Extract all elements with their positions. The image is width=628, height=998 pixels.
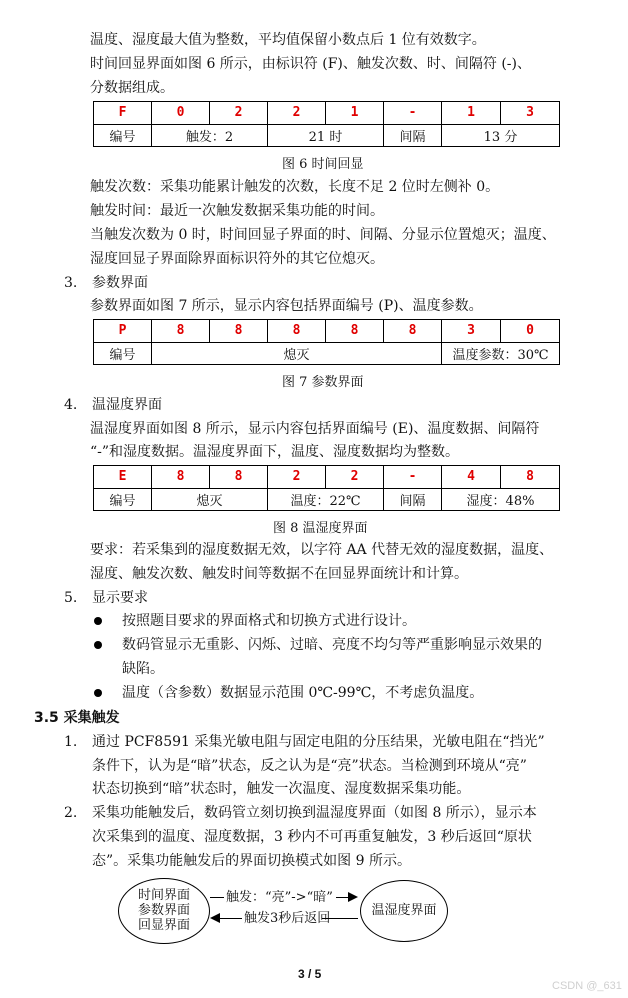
fig7-label: 温度参数：30℃ — [442, 343, 560, 365]
arrow-right-icon — [348, 892, 358, 902]
fig8-digit: 2 — [326, 466, 384, 489]
fig7-digit: 8 — [210, 320, 268, 343]
req-line-2: 湿度、触发次数、触发时间等数据不在回显界面统计和计算。 — [90, 566, 468, 582]
fig6-digit: 1 — [442, 102, 501, 125]
fig8-label: 湿度：48% — [442, 489, 560, 511]
fig8-label: 温度：22℃ — [268, 489, 384, 511]
fig8-digit: 8 — [210, 466, 268, 489]
sec4-title: 温湿度界面 — [92, 397, 162, 413]
intro-line-2: 时间回显界面如图 6 所示，由标识符 (F)、触发次数、时、间隔符 (-)、 — [90, 56, 531, 72]
fig7-label: 熄灭 — [152, 343, 442, 365]
fig6-label: 21 时 — [268, 125, 384, 147]
item-1-number: 1. — [64, 734, 78, 750]
fig8-table — [93, 465, 560, 511]
item-2-number: 2. — [64, 805, 78, 821]
left-state-label-3: 回显界面 — [137, 918, 190, 933]
right-state-label: 温湿度界面 — [371, 903, 437, 918]
top-arrow-line-left — [210, 897, 224, 898]
item-1-line-1: 通过 PCF8591 采集光敏电阻与固定电阻的分压结果，光敏电阻在“挡光” — [92, 734, 545, 750]
fig8-digit: 2 — [268, 466, 326, 489]
bullet-dot-icon — [94, 617, 102, 625]
fig8-caption: 图 8 温湿度界面 — [273, 521, 368, 536]
bottom-arrow-label: 触发3秒后返回 — [244, 911, 331, 926]
intro-line-1: 温度、湿度最大值为整数，平均值保留小数点后 1 位有效数字。 — [90, 32, 486, 48]
fig6-digit: 2 — [268, 102, 326, 125]
fig6-label: 间隔 — [384, 125, 442, 147]
item-2-line-2: 次采集到的温度、湿度数据，3 秒内不可再重复触发，3 秒后返回“原状 — [92, 829, 532, 845]
sec4-number: 4. — [64, 397, 78, 413]
bullet-2-line-1: 数码管显示无重影、闪烁、过暗、亮度不均匀等严重影响显示效果的 — [122, 637, 542, 653]
fig7-digit: 8 — [268, 320, 326, 343]
watermark: CSDN @_631 — [552, 980, 622, 992]
fig8-digit: - — [384, 466, 442, 489]
bullet-dot-icon — [94, 689, 102, 697]
bullet-dot-icon — [94, 641, 102, 649]
fig6-digit: F — [94, 102, 152, 125]
fig6-digit: 3 — [501, 102, 560, 125]
fig6-caption: 图 6 时间回显 — [282, 157, 364, 172]
bullet-2-line-2: 缺陷。 — [122, 661, 164, 677]
item-2-line-3: 态”。采集功能触发后的界面切换模式如图 9 所示。 — [92, 853, 411, 869]
item-2-line-1: 采集功能触发后，数码管立刻切换到温湿度界面（如图 8 所示），显示本 — [92, 805, 537, 821]
fig8-digit: 8 — [152, 466, 210, 489]
fig7-label: 编号 — [94, 343, 152, 365]
fig6-digit: 0 — [152, 102, 210, 125]
fig8-label: 熄灭 — [152, 489, 268, 511]
fig6-label: 触发：2 — [152, 125, 268, 147]
sec5-number: 5. — [64, 590, 78, 606]
top-arrow-label: 触发：“亮”->“暗” — [226, 890, 333, 905]
after6-line-1: 触发次数：采集功能累计触发的次数，长度不足 2 位时左侧补 0。 — [90, 179, 500, 195]
fig6-digit: 2 — [210, 102, 268, 125]
after6-line-3: 当触发次数为 0 时，时间回显子界面的时、间隔、分显示位置熄灭；温度、 — [90, 227, 556, 243]
fig6-digit: - — [384, 102, 442, 125]
req-line-1: 要求：若采集到的湿度数据无效，以字符 AA 代替无效的湿度数据，温度、 — [90, 542, 554, 558]
fig7-digit: 8 — [326, 320, 384, 343]
fig6-digit: 1 — [326, 102, 384, 125]
sec5-title: 显示要求 — [92, 590, 148, 606]
bottom-arrow-line-right — [322, 918, 358, 919]
fig7-digit: P — [94, 320, 152, 343]
fig8-label: 间隔 — [384, 489, 442, 511]
item-1-line-3: 状态切换到“暗”状态时，触发一次温度、湿度数据采集功能。 — [92, 781, 471, 797]
left-state-label-2: 参数界面 — [137, 903, 190, 918]
sec3-number: 3. — [64, 275, 78, 291]
sec3-line-1: 参数界面如图 7 所示，显示内容包括界面编号 (P)、温度参数。 — [90, 298, 483, 314]
sec3-title: 参数界面 — [92, 275, 148, 291]
bottom-arrow-line-left — [218, 918, 242, 919]
fig7-digit: 8 — [152, 320, 210, 343]
fig6-label: 13 分 — [442, 125, 560, 147]
sec4-line-1: 温湿度界面如图 8 所示，显示内容包括界面编号 (E)、温度数据、间隔符 — [90, 421, 540, 437]
intro-line-3: 分数据组成。 — [90, 80, 174, 96]
fig8-digit: 4 — [442, 466, 501, 489]
fig6-label: 编号 — [94, 125, 152, 147]
bullet-3-line-1: 温度（含参数）数据显示范围 0℃-99℃，不考虑负温度。 — [122, 685, 484, 701]
after6-line-4: 湿度回显子界面除界面标识符外的其它位熄灭。 — [90, 251, 384, 267]
left-state-label-1: 时间界面 — [137, 888, 190, 903]
page-number: 3 / 5 — [298, 967, 322, 981]
fig7-table — [93, 319, 560, 365]
fig6-table — [93, 101, 560, 147]
after6-line-2: 触发时间：最近一次触发数据采集功能的时间。 — [90, 203, 384, 219]
sec35-title: 3.5 采集触发 — [34, 710, 120, 726]
fig8-digit: 8 — [501, 466, 560, 489]
item-1-line-2: 条件下，认为是“暗”状态，反之认为是“亮”状态。当检测到环境从“亮” — [92, 758, 527, 774]
fig7-digit: 8 — [384, 320, 442, 343]
fig7-digit: 3 — [442, 320, 501, 343]
fig8-label: 编号 — [94, 489, 152, 511]
fig7-caption: 图 7 参数界面 — [282, 375, 364, 390]
bullet-1-line-1: 按照题目要求的界面格式和切换方式进行设计。 — [122, 613, 416, 629]
sec4-line-2: “-”和湿度数据。温湿度界面下，温度、湿度数据均为整数。 — [90, 444, 460, 460]
fig7-digit: 0 — [501, 320, 560, 343]
fig8-digit: E — [94, 466, 152, 489]
